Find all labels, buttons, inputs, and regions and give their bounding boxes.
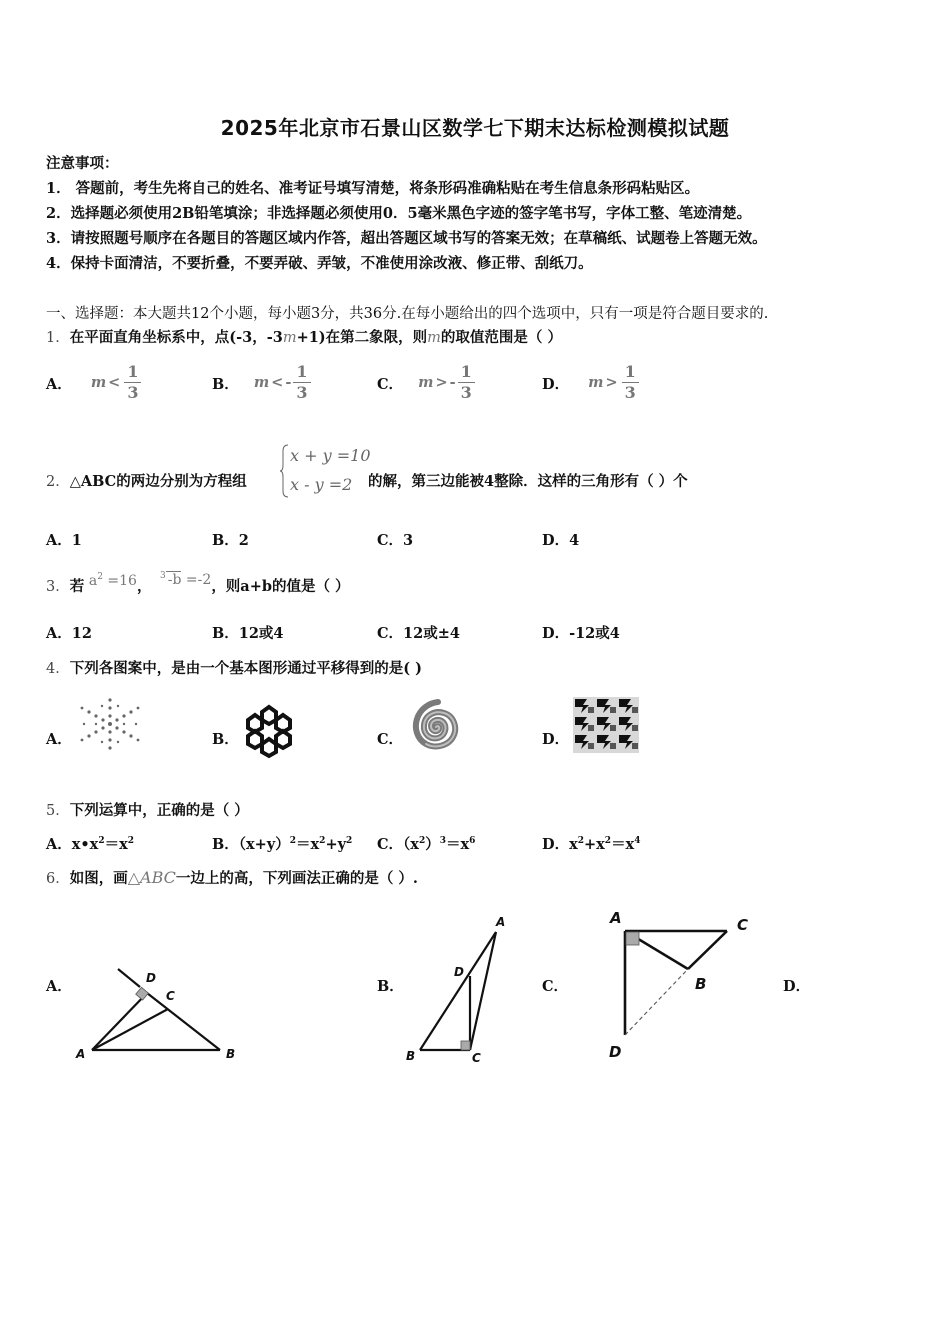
notice-item: 3．请按照题号顺序在各题目的答题区域内作答，超出答题区域书写的答案无效；在草稿纸、试题卷上答题无效。 (46, 230, 767, 247)
q2-text-b: 的解，第三边能被4整除．这样的三角形有（ ）个 (368, 473, 688, 490)
q6-option-a[interactable]: A． (46, 978, 72, 995)
q5-option-b[interactable] (212, 833, 352, 854)
option-sign: - (285, 374, 292, 391)
q6-option-c[interactable]: C． (542, 978, 569, 995)
option-var: m (253, 374, 270, 391)
q5-option-a[interactable] (46, 833, 134, 854)
expr-part: +y (325, 836, 347, 853)
q1-text-a: 在平面直角坐标系中，点(-3，-3 (69, 329, 283, 346)
system-eq-1: x + y =10 (290, 446, 371, 465)
option-rel: < (271, 374, 284, 391)
q3-option-d[interactable]: D．-12或4 (542, 625, 620, 642)
option-label: C． (377, 375, 404, 393)
q6-triangle: △ABC (127, 868, 176, 887)
frac-den: 3 (624, 383, 636, 402)
hexagon-flower-icon[interactable] (238, 703, 300, 757)
expr-part: ＝x (445, 836, 470, 853)
question-number: 1． (46, 330, 70, 346)
option-label: A． (46, 375, 72, 393)
triangle-figure-b[interactable] (404, 914, 514, 1066)
q3-option-b[interactable]: B．12或4 (212, 625, 284, 642)
question-number: 5． (46, 803, 70, 819)
triangle-figure-c[interactable] (605, 905, 755, 1063)
q4-option-a[interactable]: A． (46, 731, 72, 748)
q3-option-c[interactable]: C．12或±4 (377, 625, 460, 642)
q3-text-a: 若 (69, 578, 85, 595)
expr-part: ） (425, 836, 440, 853)
q1-var: m (282, 330, 297, 346)
q1-text-c: 的取值范围是（ ） (440, 329, 562, 346)
q6-option-b[interactable]: B． (377, 978, 404, 995)
q3-root-index: 3 (160, 571, 166, 581)
option-var: m (90, 374, 107, 391)
q3-radicand: -b (167, 572, 182, 588)
question-number: 6． (46, 871, 70, 887)
question-6 (46, 867, 418, 888)
vertex-label-a: A (610, 909, 622, 927)
option-sign: - (449, 374, 456, 391)
expr-part: ＝x (611, 836, 635, 853)
expr-part: x (569, 836, 578, 853)
q2-option-b[interactable]: B．2 (212, 532, 249, 549)
snowflake-pattern-icon[interactable] (76, 694, 144, 754)
q6-text-b: 一边上的高，下列画法正确的是（ ）. (175, 870, 418, 887)
question-3 (46, 571, 350, 596)
option-label: D． (542, 836, 570, 853)
notice-item: 4．保持卡面清洁，不要折叠，不要弄破、弄皱，不准使用涂改液、修正带、刮纸刀。 (46, 255, 593, 272)
q2-option-c[interactable]: C．3 (377, 532, 414, 549)
expr-part: +x (584, 836, 605, 853)
option-var: m (418, 374, 434, 391)
vertex-label-b: B (226, 1047, 236, 1061)
exponent: 4 (634, 836, 641, 846)
option-label: A． (46, 836, 72, 853)
question-2 (46, 470, 247, 491)
vertex-label-b: B (406, 1049, 416, 1063)
notice-item: 1． 答题前，考生先将自己的姓名、准考证号填写清楚，将条形码准确粘贴在考生信息条形码粘贴区。 (46, 180, 700, 197)
expr-part: x•x (71, 836, 99, 853)
q1-option-c[interactable] (377, 362, 475, 403)
q2-text-a: △ABC的两边分别为方程组 (69, 473, 247, 490)
exponent: 2 (604, 836, 612, 846)
question-1 (46, 326, 562, 347)
vertex-label-d: D (609, 1043, 622, 1061)
vertex-label-d: D (146, 971, 156, 985)
exponent: 2 (346, 836, 353, 846)
q1-text-b: +1)在第二象限，则 (296, 329, 428, 346)
system-brace (280, 443, 290, 499)
frac-den: 3 (296, 383, 308, 402)
vertex-label-c: C (166, 989, 175, 1003)
exponent: 2 (289, 836, 297, 846)
q5-text: 下列运算中，正确的是（ ） (69, 802, 249, 819)
q6-option-d[interactable]: D． (783, 978, 811, 995)
exponent: 2 (577, 836, 584, 846)
q2-option-a[interactable]: A．1 (46, 532, 82, 549)
triangle-figure-a[interactable] (76, 965, 246, 1065)
frac-num: 1 (124, 362, 141, 383)
frac-den: 3 (460, 383, 472, 402)
option-label: B． (212, 836, 239, 853)
q4-option-b[interactable]: B． (212, 731, 239, 748)
system-eq-2: x - y =2 (290, 475, 353, 494)
exponent: 2 (127, 836, 135, 846)
question-number: 3． (46, 579, 70, 595)
q4-text: 下列各图案中，是由一个基本图形通过平移得到的是( ) (69, 660, 423, 677)
exponent: 3 (439, 836, 446, 846)
expr-part: ＝x (104, 836, 128, 853)
spiral-icon[interactable] (408, 697, 464, 753)
vertex-label-a: A (496, 915, 506, 929)
question-number: 4． (46, 661, 70, 677)
tile-pattern-icon[interactable] (573, 697, 639, 753)
q5-option-c[interactable] (377, 833, 475, 854)
q3-option-a[interactable]: A．12 (46, 625, 92, 642)
exponent: 2 (418, 836, 426, 846)
expr-part: ＝x (296, 836, 320, 853)
expr-part: （x (403, 836, 419, 853)
vertex-label-c: C (737, 916, 749, 934)
option-rel: < (108, 374, 121, 391)
exponent: 2 (98, 836, 105, 846)
q2-option-d[interactable]: D．4 (542, 532, 580, 549)
q3-expr1-rest: =16 (102, 573, 137, 589)
frac-den: 3 (127, 383, 139, 402)
q1-option-b[interactable] (212, 362, 311, 403)
expr-part: （x+y） (238, 836, 290, 853)
q5-option-d[interactable] (542, 833, 640, 854)
question-number: 2． (46, 474, 70, 490)
q3-text-b: ，则a+b的值是（ ） (211, 578, 350, 595)
option-label: B． (212, 375, 239, 393)
option-var: m (588, 374, 604, 391)
q1-option-d[interactable] (542, 362, 639, 403)
q6-text-a: 如图，画 (69, 870, 128, 887)
q3-expr2-rest: =-2 (181, 572, 212, 588)
frac-num: 1 (458, 362, 475, 383)
vertex-label-a: A (76, 1047, 86, 1061)
option-rel: > (605, 374, 618, 391)
notice-item: 2．选择题必须使用2B铅笔填涂；非选择题必须使用0．5毫米黑色字迹的签字笔书写，字体工整、笔迹清楚。 (46, 205, 752, 222)
exponent: 2 (319, 836, 326, 846)
q3-expr1-exp: 2 (97, 572, 103, 582)
option-rel: > (435, 374, 448, 391)
q3-expr1: a (88, 573, 98, 589)
q1-option-a[interactable] (46, 362, 141, 403)
page-title: 2025年北京市石景山区数学七下期末达标检测模拟试题 (220, 116, 730, 140)
q3-sep: ， (136, 578, 152, 595)
frac-num: 1 (622, 362, 639, 383)
vertex-label-c: C (472, 1051, 481, 1065)
frac-num: 1 (293, 362, 310, 383)
q1-var: m (427, 330, 441, 346)
option-label: D． (542, 375, 570, 393)
notice-heading: 注意事项： (46, 155, 119, 172)
q4-option-c[interactable]: C． (377, 731, 404, 748)
vertex-label-d: D (454, 965, 464, 979)
option-label: C． (377, 836, 404, 853)
vertex-label-b: B (695, 975, 707, 993)
question-5 (46, 799, 249, 820)
exponent: 6 (469, 836, 476, 846)
section-heading: 一、选择题：本大题共12个小题，每小题3分，共36分.在每小题给出的四个选项中，只有一项是符合题目要求的. (46, 306, 769, 322)
question-4 (46, 657, 422, 678)
q4-option-d[interactable]: D． (542, 731, 570, 748)
